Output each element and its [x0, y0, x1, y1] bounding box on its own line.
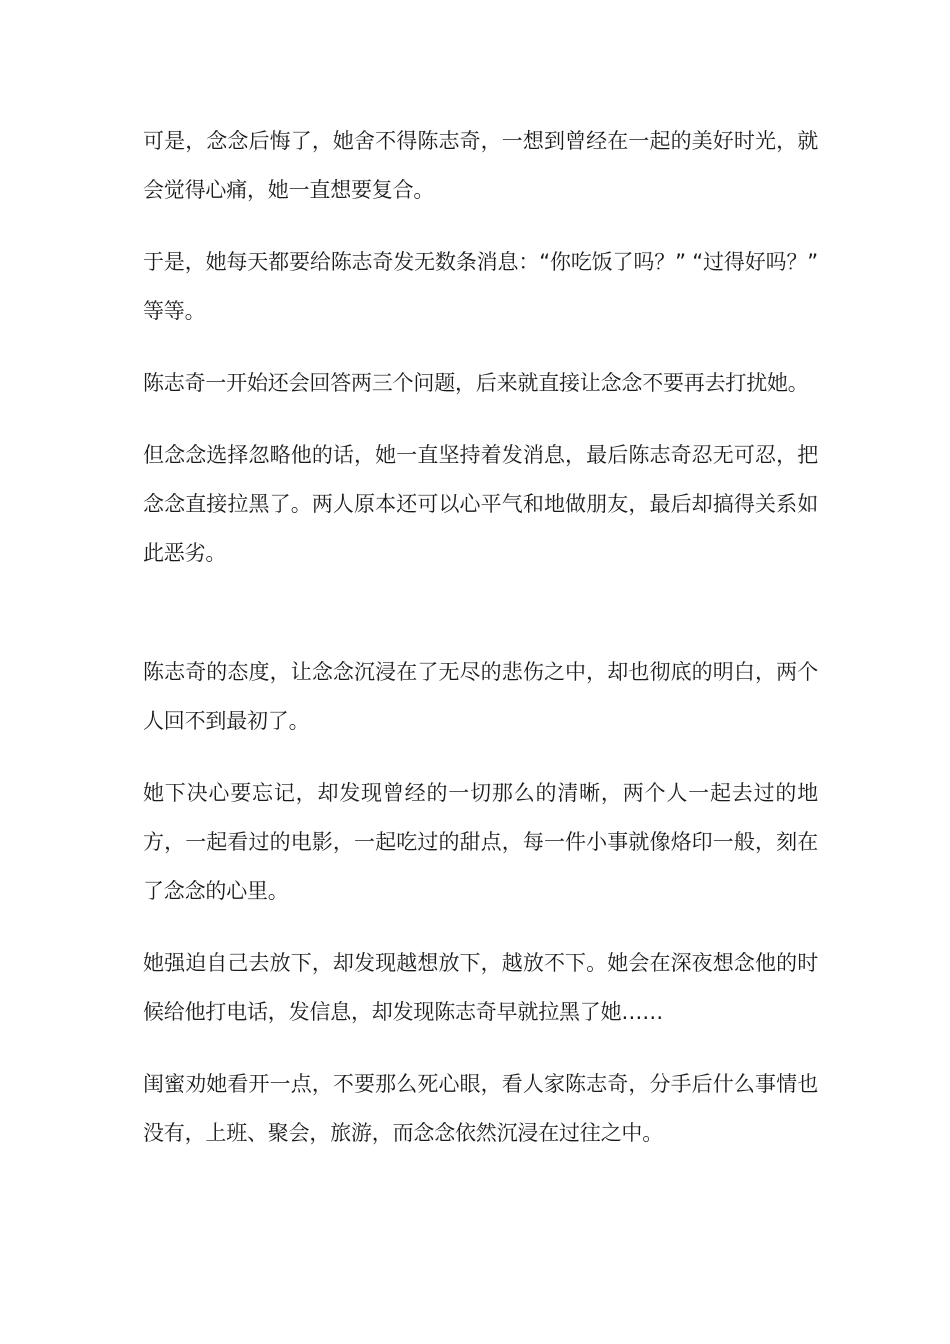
paragraph-5: 陈志奇的态度，让念念沉浸在了无尽的悲伤之中，却也彻底的明白，两个人回不到最初了。: [143, 660, 818, 733]
paragraph-7: 她强迫自己去放下，却发现越想放下，越放不下。她会在深夜想念他的时候给他打电话，发信息，却发现陈志奇早就拉黑了她……: [143, 951, 818, 1024]
paragraph-8: 闺蜜劝她看开一点，不要那么死心眼，看人家陈志奇，分手后什么事情也没有，上班、聚会，旅游，而念念依然沉浸在过往之中。: [143, 1072, 818, 1145]
paragraph-2: 于是，她每天都要给陈志奇发无数条消息：“你吃饭了吗？” “过得好吗？” 等等。: [143, 250, 818, 323]
paragraph-4: 但念念选择忽略他的话，她一直坚持着发消息，最后陈志奇忍无可忍，把念念直接拉黑了。两人原本还可以心平气和地做朋友，最后却搞得关系如此恶劣。: [143, 443, 818, 565]
paragraph-1: 可是，念念后悔了，她舍不得陈志奇，一想到曾经在一起的美好时光，就会觉得心痛，她一直想要复合。: [143, 129, 818, 202]
paragraph-6: 她下决心要忘记，却发现曾经的一切那么的清晰，两个人一起去过的地方，一起看过的电影，一起吃过的甜点，每一件小事就像烙印一般，刻在了念念的心里。: [143, 781, 818, 903]
paragraph-3: 陈志奇一开始还会回答两三个问题，后来就直接让念念不要再去打扰她。: [143, 371, 809, 395]
document-body: [143, 117, 818, 1181]
